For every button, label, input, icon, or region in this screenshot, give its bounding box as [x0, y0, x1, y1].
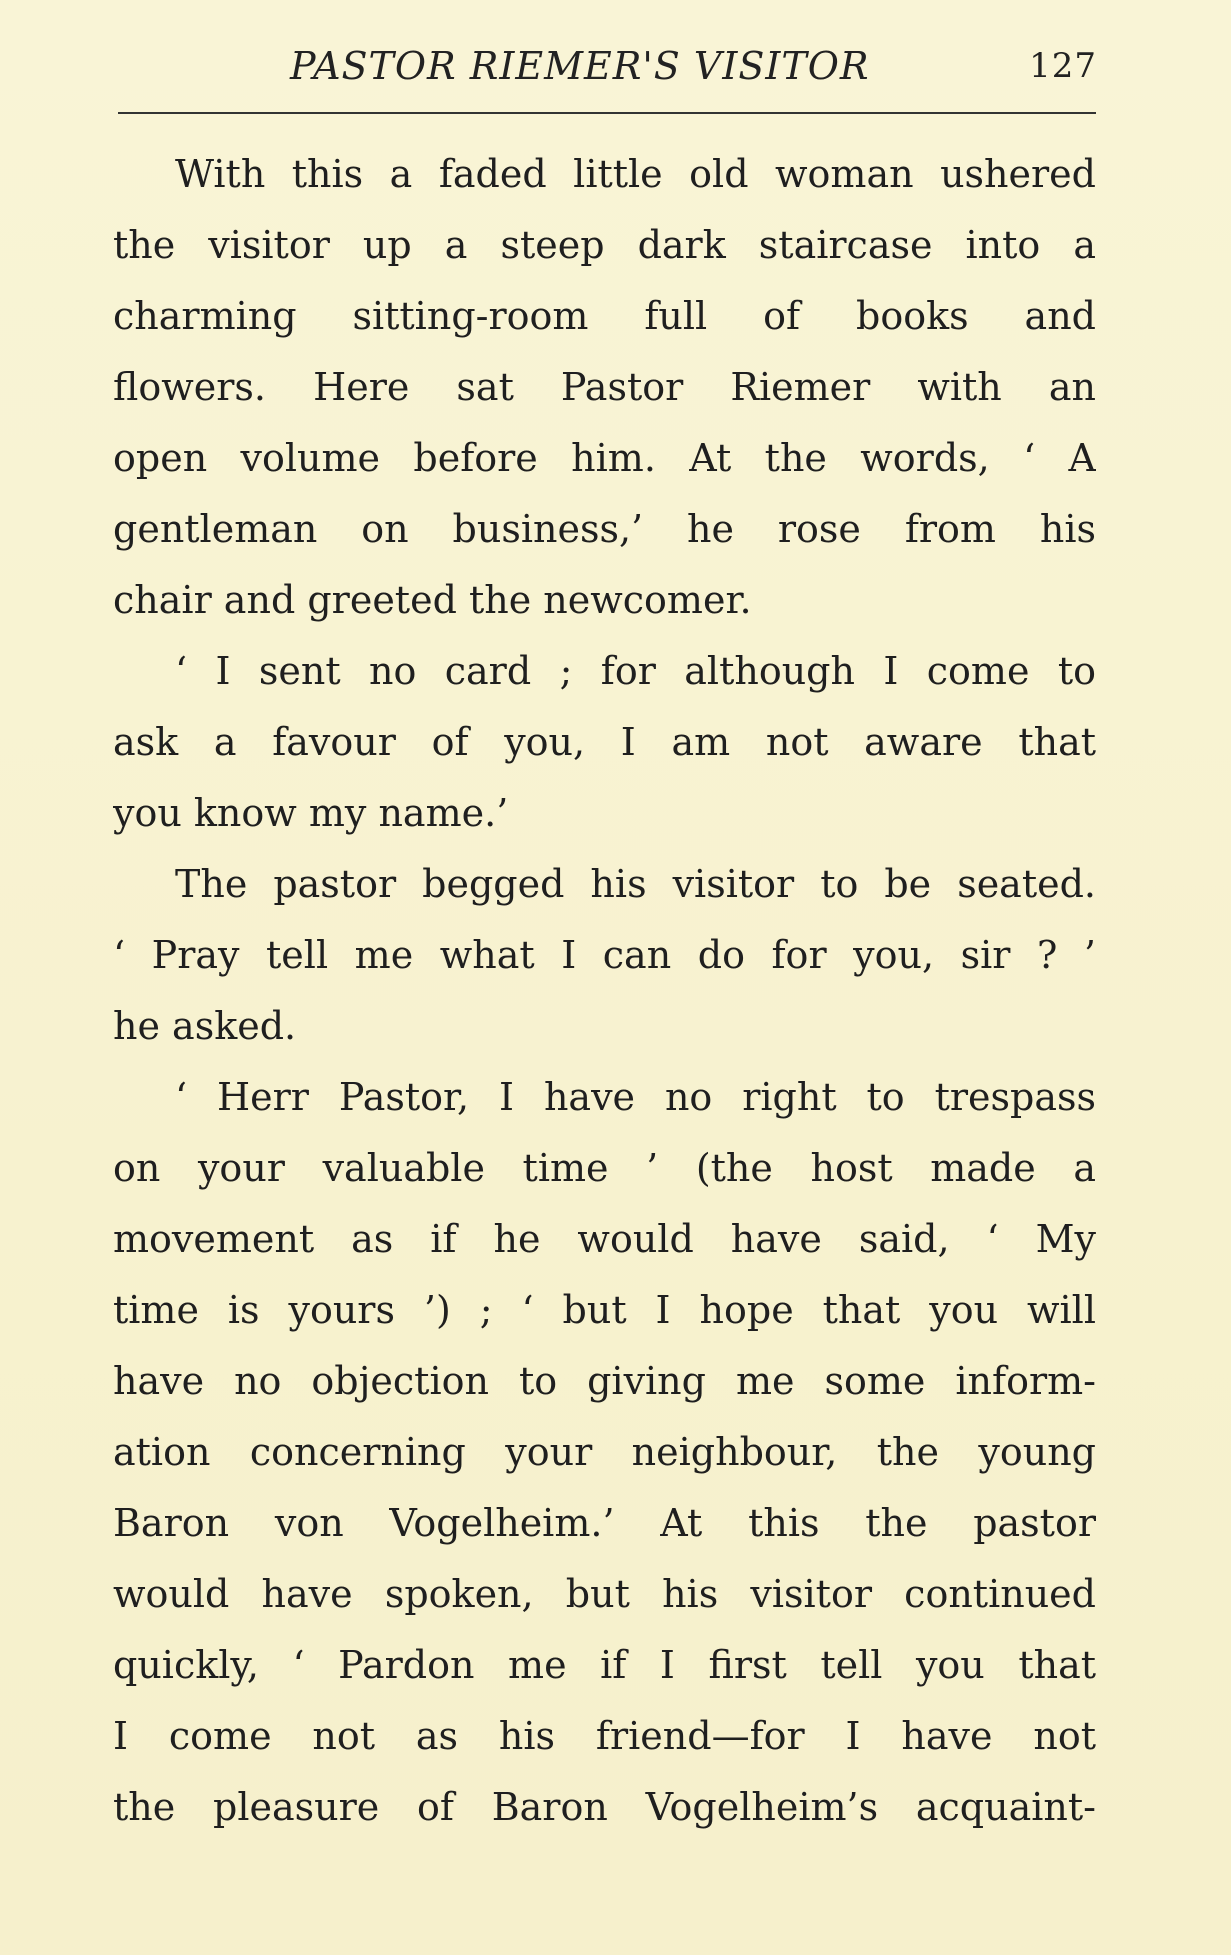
running-head	[115, 36, 1097, 96]
text-line: ation concerning your neighbour, the young	[113, 1430, 1096, 1474]
body-text	[113, 139, 1096, 1843]
text-line: Baron von Vogelheim.’ At this the pastor	[113, 1501, 1096, 1545]
text-line: ask a favour of you, I am not aware that	[113, 720, 1096, 764]
text-line: ‘ Herr Pastor, I have no right to trespass	[175, 1075, 1096, 1119]
text-line: With this a faded little old woman ushered	[175, 152, 1096, 196]
header-rule	[118, 112, 1096, 114]
text-line: movement as if he would have said, ‘ My	[113, 1217, 1096, 1261]
text-line: ‘ I sent no card ; for although I come to	[175, 649, 1096, 693]
text-line: quickly, ‘ Pardon me if I first tell you that	[113, 1643, 1096, 1687]
text-line: flowers. Here sat Pastor Riemer with an	[113, 365, 1096, 409]
text-line: chair and greeted the newcomer.	[113, 578, 752, 622]
text-line: on your valuable time ’ (the host made a	[113, 1146, 1096, 1190]
text-line: ‘ Pray tell me what I can do for you, sir ? ’	[113, 933, 1096, 977]
text-line: The pastor begged his visitor to be seated.	[175, 862, 1096, 906]
text-line: the pleasure of Baron Vogelheim’s acquaint-	[113, 1785, 1096, 1829]
text-line: I come not as his friend—for I have not	[113, 1714, 1096, 1758]
text-line: the visitor up a steep dark staircase into a	[113, 223, 1096, 267]
text-line: have no objection to giving me some inform-	[113, 1359, 1096, 1403]
text-line: he asked.	[113, 1004, 297, 1048]
text-line: would have spoken, but his visitor continued	[113, 1572, 1096, 1616]
text-line: time is yours ’) ; ‘ but I hope that you will	[113, 1288, 1096, 1332]
text-line: you know my name.’	[113, 791, 509, 835]
running-title: PASTOR RIEMER'S VISITOR	[290, 44, 870, 88]
text-line: charming sitting-room full of books and	[113, 294, 1096, 338]
page-number: 127	[1029, 46, 1097, 86]
text-line: open volume before him. At the words, ‘ A	[113, 436, 1096, 480]
text-line: gentleman on business,’ he rose from his	[113, 507, 1096, 551]
